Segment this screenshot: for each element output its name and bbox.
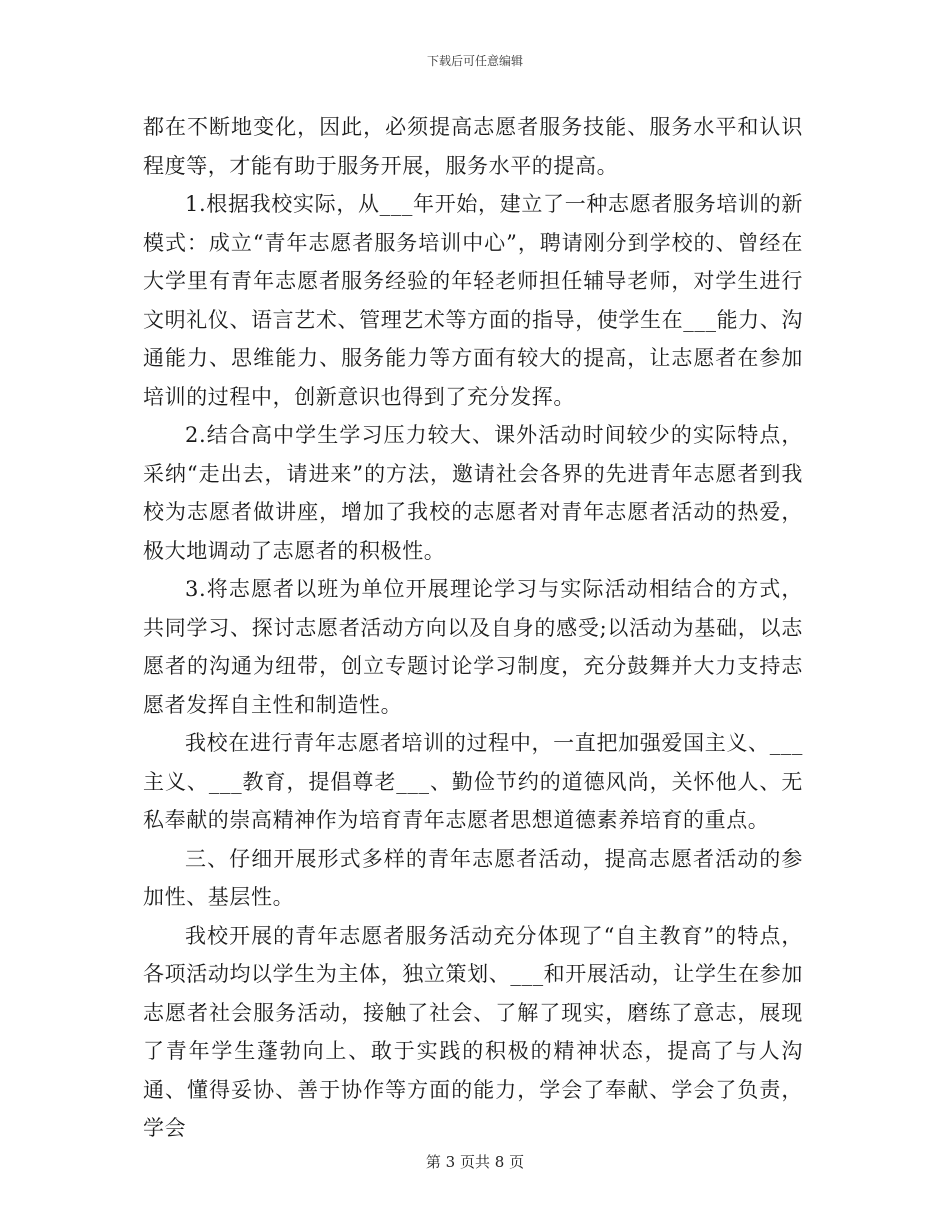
paragraph-item-2: 2.结合高中学生学习压力较大、课外活动时间较少的实际特点，采纳“走出去，请进来”的方法，邀请社会各界的先进青年志愿者到我校为志愿者做讲座，增加了我校的志愿者对青年志愿者活动的热爱，极大地调动了志愿者的积极性。 — [143, 423, 803, 563]
page-number: 第 3 页共 8 页 — [425, 1153, 525, 1171]
paragraph-item-3: 3.将志愿者以班为单位开展理论学习与实际活动相结合的方式，共同学习、探讨志愿者活动方向以及自身的感受;以活动为基础，以志愿者的沟通为纽带，创立专题讨论学习制度，充分鼓舞并大力支持志愿者发挥自主性和制造性。 — [143, 577, 803, 717]
header-note: 下载后可任意编辑 — [426, 54, 523, 68]
paragraph-continued: 都在不断地变化，因此，必须提高志愿者服务技能、服务水平和认识程度等，才能有助于服务开展，服务水平的提高。 — [143, 115, 803, 178]
document-body — [143, 108, 803, 1148]
section-heading-3: 三、仔细开展形式多样的青年志愿者活动，提高志愿者活动的参加性、基层性。 — [143, 846, 803, 909]
paragraph-activities: 我校开展的青年志愿者服务活动充分体现了“自主教育”的特点，各项活动均以学生为主体，独立策划、___和开展活动，让学生在参加志愿者社会服务活动，接触了社会、了解了现实，磨练了意志，展现了青年学生蓬勃向上、敢于实践的积极的精神状态，提高了与人沟通、懂得妥协、善于协作等方面的能力，学会了奉献、学会了负责，学会 — [143, 923, 803, 1140]
paragraph-training-focus: 我校在进行青年志愿者培训的过程中，一直把加强爱国主义、___主义、___教育，提倡尊老___、勤俭节约的道德风尚，关怀他人、无私奉献的崇高精神作为培育青年志愿者思想道德素养培育的重点。 — [143, 731, 803, 832]
paragraph-item-1: 1.根据我校实际，从___年开始，建立了一种志愿者服务培训的新模式：成立“青年志愿者服务培训中心”，聘请刚分到学校的、曾经在大学里有青年志愿者服务经验的年轻老师担任辅导老师，对学生进行文明礼仪、语言艺术、管理艺术等方面的指导，使学生在___能力、沟通能力、思维能力、服务能力等方面有较大的提高，让志愿者在参加培训的过程中，创新意识也得到了充分发挥。 — [143, 192, 803, 409]
